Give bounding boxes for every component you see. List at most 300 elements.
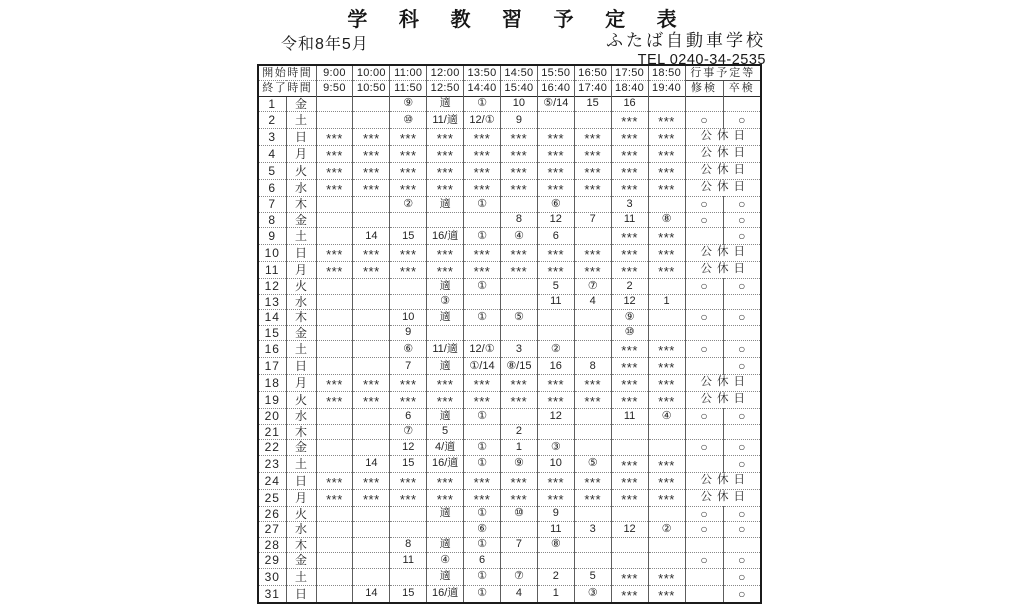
slot-cell: *** — [611, 392, 648, 409]
slot-cell: *** — [537, 489, 574, 506]
slot-cell — [353, 212, 390, 228]
table-row — [258, 440, 761, 456]
slot-cell: ② — [537, 341, 574, 358]
sotsuken-cell: ○ — [723, 440, 761, 456]
slot-cell: *** — [574, 163, 611, 180]
slot-cell — [316, 440, 353, 456]
slot-cell: *** — [648, 358, 685, 375]
slot-cell: ⑥ — [537, 197, 574, 213]
slot-cell: *** — [648, 228, 685, 245]
slot-cell: *** — [537, 472, 574, 489]
slot-cell: *** — [353, 180, 390, 197]
day-number-cell: 11 — [258, 262, 286, 279]
slot-cell: 7 — [390, 358, 427, 375]
slot-cell: *** — [648, 129, 685, 146]
weekday-cell: 金 — [286, 96, 316, 112]
day-number-cell: 29 — [258, 553, 286, 569]
day-number-cell: 15 — [258, 325, 286, 341]
slot-cell: ⑦ — [390, 424, 427, 440]
slot-cell: *** — [390, 472, 427, 489]
day-number-cell: 31 — [258, 585, 286, 603]
slot-cell: *** — [500, 146, 537, 163]
schedule-table — [257, 64, 762, 604]
slot-cell: *** — [537, 146, 574, 163]
slot-cell: *** — [611, 245, 648, 262]
end-time-cell: 9:50 — [316, 81, 353, 97]
slot-cell: *** — [574, 392, 611, 409]
slot-cell — [574, 341, 611, 358]
slot-cell — [500, 279, 537, 295]
weekday-cell: 土 — [286, 455, 316, 472]
slot-cell: ④ — [648, 409, 685, 425]
day-number-cell: 8 — [258, 212, 286, 228]
weekday-cell: 日 — [286, 245, 316, 262]
slot-cell: 14 — [353, 228, 390, 245]
table-row — [258, 358, 761, 375]
slot-cell: ⑩ — [390, 112, 427, 129]
slot-cell: 14 — [353, 585, 390, 603]
sotsuken-cell: ○ — [723, 455, 761, 472]
slot-cell: 12 — [611, 522, 648, 538]
day-number-cell: 6 — [258, 180, 286, 197]
table-row — [258, 146, 761, 163]
weekday-cell: 月 — [286, 262, 316, 279]
sotsuken-cell: ○ — [723, 358, 761, 375]
slot-cell: 11 — [611, 212, 648, 228]
schedule-body — [258, 96, 761, 603]
table-row — [258, 392, 761, 409]
slot-cell — [648, 197, 685, 213]
page-title: 学 科 教 習 予 定 表 — [347, 9, 690, 31]
shuken-header: 修検 — [685, 81, 723, 97]
weekday-cell: 土 — [286, 568, 316, 585]
slot-cell: *** — [648, 112, 685, 129]
table-row — [258, 341, 761, 358]
start-time-cell: 15:50 — [537, 65, 574, 81]
slot-cell — [316, 358, 353, 375]
slot-cell: 12/① — [464, 112, 501, 129]
slot-cell: 12 — [611, 294, 648, 310]
slot-cell: *** — [464, 129, 501, 146]
slot-cell: *** — [316, 180, 353, 197]
slot-cell: *** — [353, 375, 390, 392]
slot-cell: *** — [316, 245, 353, 262]
table-row — [258, 310, 761, 326]
table-row — [258, 424, 761, 440]
table-row — [258, 506, 761, 522]
slot-cell: *** — [500, 375, 537, 392]
table-row — [258, 294, 761, 310]
sotsuken-cell: ○ — [723, 341, 761, 358]
slot-cell — [574, 506, 611, 522]
slot-cell: 14 — [353, 455, 390, 472]
slot-cell: *** — [316, 262, 353, 279]
slot-cell: *** — [574, 129, 611, 146]
day-number-cell: 23 — [258, 455, 286, 472]
shuken-cell — [685, 585, 723, 603]
sotsuken-cell — [723, 96, 761, 112]
slot-cell: ① — [464, 455, 501, 472]
slot-cell: *** — [390, 245, 427, 262]
day-number-cell: 20 — [258, 409, 286, 425]
table-row — [258, 489, 761, 506]
sotsuken-cell: ○ — [723, 310, 761, 326]
slot-cell: *** — [464, 489, 501, 506]
slot-cell: *** — [316, 472, 353, 489]
slot-cell — [648, 96, 685, 112]
table-row — [258, 455, 761, 472]
day-number-cell: 22 — [258, 440, 286, 456]
shuken-cell — [685, 568, 723, 585]
weekday-cell: 金 — [286, 212, 316, 228]
table-row — [258, 279, 761, 295]
slot-cell — [316, 522, 353, 538]
slot-cell — [427, 325, 464, 341]
slot-cell: ① — [464, 585, 501, 603]
table-row — [258, 262, 761, 279]
slot-cell — [390, 212, 427, 228]
slot-cell: ① — [464, 96, 501, 112]
slot-cell: 11 — [537, 294, 574, 310]
slot-cell: *** — [427, 180, 464, 197]
slot-cell: *** — [353, 489, 390, 506]
start-time-cell: 13:50 — [464, 65, 501, 81]
slot-cell: *** — [611, 129, 648, 146]
slot-cell: ① — [464, 409, 501, 425]
slot-cell — [537, 424, 574, 440]
slot-cell: 適 — [427, 409, 464, 425]
slot-cell: *** — [353, 472, 390, 489]
holiday-cell: 公休日 — [685, 262, 761, 279]
slot-cell: *** — [427, 245, 464, 262]
slot-cell: *** — [500, 472, 537, 489]
day-number-cell: 14 — [258, 310, 286, 326]
slot-cell: ①/14 — [464, 358, 501, 375]
slot-cell: 10 — [390, 310, 427, 326]
slot-cell: *** — [316, 163, 353, 180]
slot-cell — [353, 294, 390, 310]
slot-cell: ⑧ — [648, 212, 685, 228]
slot-cell — [574, 112, 611, 129]
weekday-cell: 日 — [286, 472, 316, 489]
sotsuken-cell: ○ — [723, 506, 761, 522]
slot-cell: 11 — [390, 553, 427, 569]
slot-cell: *** — [611, 472, 648, 489]
table-row — [258, 568, 761, 585]
slot-cell: *** — [648, 472, 685, 489]
slot-cell — [390, 294, 427, 310]
sotsuken-cell: ○ — [723, 585, 761, 603]
slot-cell: 4 — [574, 294, 611, 310]
slot-cell: 3 — [611, 197, 648, 213]
weekday-cell: 火 — [286, 506, 316, 522]
slot-cell: *** — [390, 129, 427, 146]
slot-cell: ⑤ — [500, 310, 537, 326]
slot-cell — [316, 96, 353, 112]
school-phone: TEL 0240-34-2535 — [637, 52, 766, 68]
slot-cell: 15 — [390, 455, 427, 472]
slot-cell — [648, 553, 685, 569]
slot-cell — [648, 279, 685, 295]
sotsuken-cell: ○ — [723, 112, 761, 129]
end-time-cell: 17:40 — [574, 81, 611, 97]
table-row — [258, 522, 761, 538]
slot-cell: *** — [611, 112, 648, 129]
slot-cell: *** — [500, 163, 537, 180]
weekday-cell: 火 — [286, 163, 316, 180]
slot-cell: 16 — [611, 96, 648, 112]
slot-cell: ④ — [427, 553, 464, 569]
slot-cell: ⑧ — [537, 537, 574, 553]
slot-cell: *** — [390, 163, 427, 180]
table-row — [258, 129, 761, 146]
sotsuken-cell: ○ — [723, 228, 761, 245]
slot-cell: *** — [648, 245, 685, 262]
slot-cell: *** — [648, 146, 685, 163]
slot-cell: *** — [537, 245, 574, 262]
end-time-cell: 12:50 — [427, 81, 464, 97]
slot-cell — [316, 197, 353, 213]
start-time-cell: 18:50 — [648, 65, 685, 81]
slot-cell: 1 — [500, 440, 537, 456]
day-number-cell: 10 — [258, 245, 286, 262]
weekday-cell: 日 — [286, 358, 316, 375]
slot-cell — [611, 537, 648, 553]
slot-cell: 8 — [500, 212, 537, 228]
slot-cell: ② — [390, 197, 427, 213]
slot-cell: *** — [353, 129, 390, 146]
header-end-row — [258, 81, 761, 97]
table-row — [258, 96, 761, 112]
slot-cell: *** — [464, 180, 501, 197]
slot-cell: *** — [574, 180, 611, 197]
table-row — [258, 245, 761, 262]
start-time-cell: 9:00 — [316, 65, 353, 81]
slot-cell: *** — [611, 585, 648, 603]
slot-cell: *** — [611, 146, 648, 163]
slot-cell: *** — [611, 568, 648, 585]
slot-cell: *** — [464, 245, 501, 262]
shuken-cell: ○ — [685, 112, 723, 129]
sotsuken-cell: ○ — [723, 279, 761, 295]
slot-cell: 8 — [574, 358, 611, 375]
slot-cell: *** — [500, 489, 537, 506]
slot-cell — [316, 568, 353, 585]
slot-cell: *** — [390, 489, 427, 506]
shuken-cell: ○ — [685, 197, 723, 213]
slot-cell: *** — [353, 392, 390, 409]
slot-cell: 15 — [390, 585, 427, 603]
slot-cell: 2 — [500, 424, 537, 440]
slot-cell — [353, 522, 390, 538]
slot-cell — [537, 553, 574, 569]
slot-cell — [353, 358, 390, 375]
slot-cell — [648, 424, 685, 440]
table-row — [258, 409, 761, 425]
weekday-cell: 水 — [286, 294, 316, 310]
slot-cell: 適 — [427, 310, 464, 326]
slot-cell: ⑨ — [611, 310, 648, 326]
shuken-cell: ○ — [685, 506, 723, 522]
day-number-cell: 4 — [258, 146, 286, 163]
school-name: ふたば自動車学校 — [606, 31, 766, 50]
sotsuken-cell: ○ — [723, 568, 761, 585]
shuken-cell — [685, 455, 723, 472]
slot-cell — [537, 310, 574, 326]
slot-cell: 適 — [427, 197, 464, 213]
slot-cell — [500, 197, 537, 213]
table-row — [258, 325, 761, 341]
slot-cell: ② — [648, 522, 685, 538]
slot-cell: *** — [611, 341, 648, 358]
weekday-cell: 木 — [286, 310, 316, 326]
slot-cell: *** — [574, 375, 611, 392]
slot-cell — [574, 409, 611, 425]
slot-cell: *** — [537, 262, 574, 279]
shuken-cell: ○ — [685, 341, 723, 358]
slot-cell: *** — [537, 180, 574, 197]
table-row — [258, 212, 761, 228]
table-row — [258, 553, 761, 569]
slot-cell — [427, 522, 464, 538]
slot-cell: *** — [537, 129, 574, 146]
slot-cell — [390, 279, 427, 295]
holiday-cell: 公休日 — [685, 245, 761, 262]
slot-cell: ① — [464, 440, 501, 456]
slot-cell: *** — [500, 245, 537, 262]
slot-cell: *** — [390, 262, 427, 279]
slot-cell — [390, 506, 427, 522]
sotsuken-cell — [723, 537, 761, 553]
slot-cell — [316, 424, 353, 440]
slot-cell: *** — [427, 489, 464, 506]
slot-cell — [316, 506, 353, 522]
slot-cell: *** — [648, 585, 685, 603]
slot-cell — [353, 96, 390, 112]
end-time-cell: 16:40 — [537, 81, 574, 97]
weekday-cell: 木 — [286, 197, 316, 213]
shuken-cell: ○ — [685, 310, 723, 326]
slot-cell: *** — [390, 375, 427, 392]
slot-cell: 4/適 — [427, 440, 464, 456]
shuken-cell — [685, 294, 723, 310]
slot-cell — [353, 553, 390, 569]
slot-cell: ③ — [427, 294, 464, 310]
slot-cell: 10 — [537, 455, 574, 472]
weekday-cell: 水 — [286, 180, 316, 197]
table-row — [258, 112, 761, 129]
day-number-cell: 30 — [258, 568, 286, 585]
day-number-cell: 13 — [258, 294, 286, 310]
weekday-cell: 木 — [286, 537, 316, 553]
slot-cell: ① — [464, 537, 501, 553]
slot-cell: 8 — [390, 537, 427, 553]
slot-cell — [537, 325, 574, 341]
sotsuken-cell: ○ — [723, 553, 761, 569]
slot-cell: 9 — [500, 112, 537, 129]
slot-cell: *** — [648, 341, 685, 358]
slot-cell: *** — [464, 262, 501, 279]
end-time-cell: 14:40 — [464, 81, 501, 97]
slot-cell: *** — [648, 180, 685, 197]
slot-cell — [648, 506, 685, 522]
weekday-cell: 月 — [286, 375, 316, 392]
slot-cell: *** — [390, 392, 427, 409]
slot-cell: *** — [390, 180, 427, 197]
start-time-label: 開始時間 — [258, 65, 316, 81]
slot-cell — [316, 294, 353, 310]
end-time-label: 終了時間 — [258, 81, 316, 97]
slot-cell: 11 — [537, 522, 574, 538]
slot-cell: 12 — [537, 212, 574, 228]
slot-cell: ① — [464, 228, 501, 245]
end-time-cell: 15:40 — [500, 81, 537, 97]
holiday-cell: 公休日 — [685, 129, 761, 146]
slot-cell: 適 — [427, 568, 464, 585]
slot-cell — [353, 112, 390, 129]
slot-cell: 7 — [574, 212, 611, 228]
slot-cell: ③ — [574, 585, 611, 603]
start-time-cell: 17:50 — [611, 65, 648, 81]
slot-cell: 2 — [611, 279, 648, 295]
slot-cell — [574, 325, 611, 341]
slot-cell: ⑩ — [500, 506, 537, 522]
slot-cell — [316, 341, 353, 358]
slot-cell: 1 — [648, 294, 685, 310]
slot-cell: ⑩ — [611, 325, 648, 341]
slot-cell: 7 — [500, 537, 537, 553]
slot-cell — [427, 212, 464, 228]
table-row — [258, 537, 761, 553]
slot-cell — [353, 341, 390, 358]
shuken-cell: ○ — [685, 212, 723, 228]
slot-cell: 16/適 — [427, 228, 464, 245]
shuken-cell — [685, 325, 723, 341]
slot-cell: ⑧/15 — [500, 358, 537, 375]
slot-cell — [316, 537, 353, 553]
slot-cell — [316, 325, 353, 341]
slot-cell: *** — [574, 245, 611, 262]
slot-cell — [353, 310, 390, 326]
day-number-cell: 25 — [258, 489, 286, 506]
slot-cell: *** — [611, 375, 648, 392]
day-number-cell: 17 — [258, 358, 286, 375]
day-number-cell: 12 — [258, 279, 286, 295]
weekday-cell: 水 — [286, 522, 316, 538]
slot-cell: *** — [464, 472, 501, 489]
slot-cell: 10 — [500, 96, 537, 112]
shuken-cell: ○ — [685, 440, 723, 456]
start-time-cell: 12:00 — [427, 65, 464, 81]
slot-cell: 12 — [537, 409, 574, 425]
slot-cell: 2 — [537, 568, 574, 585]
slot-cell: *** — [500, 392, 537, 409]
slot-cell: 11/適 — [427, 341, 464, 358]
day-number-cell: 7 — [258, 197, 286, 213]
slot-cell: *** — [427, 472, 464, 489]
slot-cell: *** — [353, 245, 390, 262]
start-time-cell: 14:50 — [500, 65, 537, 81]
slot-cell — [316, 279, 353, 295]
slot-cell: 16/適 — [427, 455, 464, 472]
slot-cell — [464, 325, 501, 341]
slot-cell: *** — [427, 129, 464, 146]
slot-cell: 4 — [500, 585, 537, 603]
slot-cell: ⑤ — [574, 455, 611, 472]
slot-cell: *** — [427, 163, 464, 180]
end-time-cell: 10:50 — [353, 81, 390, 97]
slot-cell: *** — [537, 392, 574, 409]
